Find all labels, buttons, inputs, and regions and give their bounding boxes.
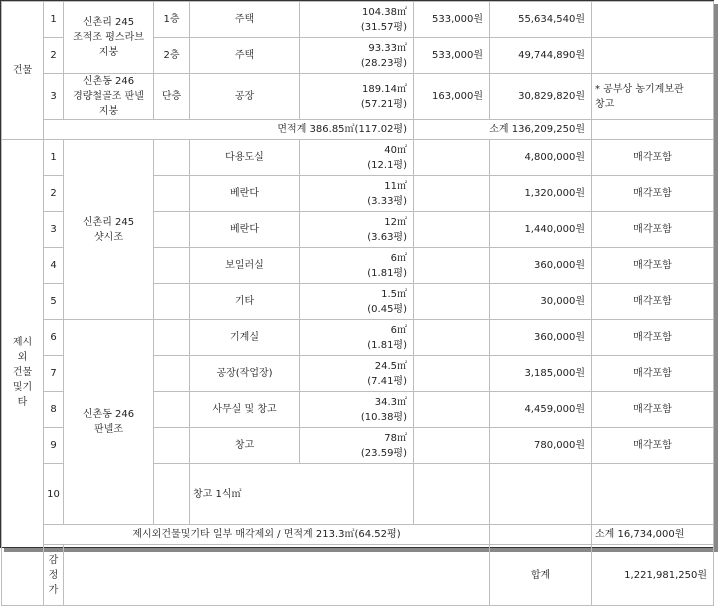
note-cell: 매각포함: [592, 356, 714, 392]
unit-price-cell: [490, 464, 592, 525]
area-cell: [300, 38, 414, 74]
area-value: 24.5㎡: [374, 360, 407, 372]
category-buildings: 건물: [2, 2, 44, 140]
row-number: 10: [44, 464, 64, 525]
area-cell: [300, 176, 414, 212]
row-number: 6: [44, 320, 64, 356]
area-cell: [300, 140, 414, 176]
unit-price-cell: [414, 140, 490, 176]
floor-cell: 단층: [154, 74, 190, 120]
area-pyeong: (31.57평): [360, 21, 407, 33]
unit-price-cell: [414, 176, 490, 212]
area-cell: [300, 74, 414, 120]
floor-cell: [154, 140, 190, 176]
amount-cell: 4,800,000원: [490, 140, 592, 176]
note-cell: * 공부상 농기계보관 창고: [592, 74, 714, 120]
use-cell: 베란다: [190, 212, 300, 248]
area-pyeong: (1.81평): [367, 339, 407, 351]
area-value: 6㎡: [390, 252, 407, 264]
note-cell: 매각포함: [592, 320, 714, 356]
area-value: 104.38㎡: [362, 6, 407, 18]
row-number: 5: [44, 284, 64, 320]
area-value: 189.14㎡: [362, 83, 407, 95]
unit-price-cell: [490, 525, 592, 545]
subtotal: 소계 16,734,000원: [592, 525, 714, 545]
use-cell: 창고: [190, 428, 300, 464]
total-amount: 1,221,981,250원: [592, 545, 714, 606]
area-value: 40㎡: [384, 144, 407, 156]
area-cell: [414, 464, 490, 525]
row-number: 2: [44, 176, 64, 212]
use-cell: 다용도실: [190, 140, 300, 176]
amount-cell: 49,744,890원: [490, 38, 592, 74]
area-value: 1.5㎡: [381, 288, 407, 300]
use-cell: 주택: [190, 2, 300, 38]
area-cell: [300, 392, 414, 428]
location-cell: 신촌동 246 판넬조: [64, 320, 154, 525]
note-cell: 매각포함: [592, 248, 714, 284]
floor-cell: 1층: [154, 2, 190, 38]
row10-text: 창고 1식㎡: [190, 464, 414, 525]
amount-cell: 30,829,820원: [490, 74, 592, 120]
unit-price-cell: [414, 428, 490, 464]
building-subtotal-row: [2, 120, 714, 140]
floor-cell: [154, 176, 190, 212]
floor-cell: [154, 428, 190, 464]
note-cell: 매각포함: [592, 140, 714, 176]
area-pyeong: (3.63평): [367, 231, 407, 243]
row-number: 2: [44, 38, 64, 74]
appraisal-label: 감정가: [44, 545, 64, 606]
area-pyeong: (12.1평): [367, 159, 407, 171]
note-empty: [592, 120, 714, 140]
floor-cell: [154, 212, 190, 248]
use-cell: 기타: [190, 284, 300, 320]
extra-row: [2, 320, 714, 356]
row-number: 7: [44, 356, 64, 392]
note-cell: 매각포함: [592, 212, 714, 248]
row-number: 3: [44, 74, 64, 120]
location-cell: 신촌리 245 샷시조: [64, 140, 154, 320]
amount-cell: 3,185,000원: [490, 356, 592, 392]
use-cell: 기계실: [190, 320, 300, 356]
floor-cell: 2층: [154, 38, 190, 74]
unit-price-cell: [414, 320, 490, 356]
unit-price-cell: 533,000원: [414, 38, 490, 74]
total-label: 합계: [490, 545, 592, 606]
note-cell: 매각포함: [592, 176, 714, 212]
area-pyeong: (28.23평): [360, 57, 407, 69]
note-cell: 매각포함: [592, 428, 714, 464]
subtotal: 소계 136,209,250원: [414, 120, 592, 140]
area-cell: [300, 320, 414, 356]
area-pyeong: (0.45평): [367, 303, 407, 315]
area-pyeong: (3.33평): [367, 195, 407, 207]
note-cell: [592, 2, 714, 38]
area-value: 34.3㎡: [374, 396, 407, 408]
row-number: 1: [44, 2, 64, 38]
floor-cell: [154, 320, 190, 356]
use-cell: 보일러실: [190, 248, 300, 284]
use-cell: 사무실 및 창고: [190, 392, 300, 428]
area-pyeong: (1.81평): [367, 267, 407, 279]
area-value: 6㎡: [390, 324, 407, 336]
building-row: [2, 74, 714, 120]
note-cell: 매각포함: [592, 284, 714, 320]
amount-cell: 360,000원: [490, 320, 592, 356]
amount-cell: 55,634,540원: [490, 2, 592, 38]
floor-cell: [154, 284, 190, 320]
amount-cell: [592, 464, 714, 525]
area-cell: [300, 248, 414, 284]
area-pyeong: (7.41평): [367, 375, 407, 387]
amount-cell: 1,320,000원: [490, 176, 592, 212]
floor-cell: [154, 356, 190, 392]
area-cell: [300, 428, 414, 464]
extra-row: [2, 140, 714, 176]
appraisal-empty: [64, 545, 490, 606]
use-cell: 공장: [190, 74, 300, 120]
floor-cell: [154, 464, 190, 525]
area-value: 11㎡: [384, 180, 407, 192]
area-cell: [300, 356, 414, 392]
row-number: 1: [44, 140, 64, 176]
extra-subtotal-row: [2, 525, 714, 545]
unit-price-cell: [414, 248, 490, 284]
amount-cell: 360,000원: [490, 248, 592, 284]
row-number: 8: [44, 392, 64, 428]
area-cell: [300, 2, 414, 38]
amount-cell: 1,440,000원: [490, 212, 592, 248]
area-total: 면적계 386.85㎡(117.02평): [44, 120, 414, 140]
floor-cell: [154, 392, 190, 428]
building-row: [2, 2, 714, 38]
amount-cell: 780,000원: [490, 428, 592, 464]
note-cell: 매각포함: [592, 392, 714, 428]
unit-price-cell: [414, 212, 490, 248]
unit-price-cell: 163,000원: [414, 74, 490, 120]
location-cell: 신촌동 246 경량철골조 판넬 지붕: [64, 74, 154, 120]
floor-cell: [154, 248, 190, 284]
area-pyeong: (23.59평): [360, 447, 407, 459]
area-pyeong: (10.38평): [360, 411, 407, 423]
row-number: 4: [44, 248, 64, 284]
amount-cell: 30,000원: [490, 284, 592, 320]
unit-price-cell: [414, 284, 490, 320]
unit-price-cell: [414, 392, 490, 428]
category-extras: 제시 외 건물 및기 타: [2, 140, 44, 606]
appraisal-row: [2, 545, 714, 606]
unit-price-cell: [414, 356, 490, 392]
note-cell: [592, 38, 714, 74]
row-number: 3: [44, 212, 64, 248]
area-value: 12㎡: [384, 216, 407, 228]
area-cell: [300, 212, 414, 248]
use-cell: 공장(작업장): [190, 356, 300, 392]
unit-price-cell: 533,000원: [414, 2, 490, 38]
extras-summary: 제시외건물및기타 일부 매각제외 / 면적계 213.3㎡(64.52평): [44, 525, 490, 545]
location-cell: 신촌리 245 조적조 평스라브 지붕: [64, 2, 154, 74]
row-number: 9: [44, 428, 64, 464]
use-cell: 베란다: [190, 176, 300, 212]
appraisal-table: [1, 1, 714, 606]
area-pyeong: (57.21평): [360, 98, 407, 110]
use-cell: 주택: [190, 38, 300, 74]
area-cell: [300, 284, 414, 320]
area-value: 93.33㎡: [368, 42, 407, 54]
amount-cell: 4,459,000원: [490, 392, 592, 428]
area-value: 78㎡: [384, 432, 407, 444]
